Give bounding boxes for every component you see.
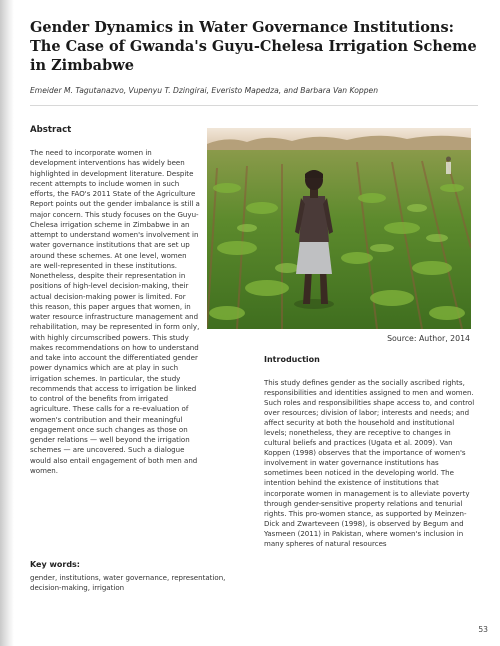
keywords-heading: Key words:: [30, 560, 81, 569]
page-number: 53: [478, 625, 488, 634]
article-title: Gender Dynamics in Water Governance Institutions: The Case of Gwanda's Guyu-Chelesa Irrigation Scheme in Zimbabwe: [30, 19, 477, 74]
field-photo: [207, 128, 471, 329]
introduction-heading: Introduction: [264, 355, 320, 364]
abstract-heading: Abstract: [30, 125, 72, 135]
introduction-body: This study defines gender as the socially ascribed rights, responsibilities and identities assigned to men and women. Such roles and responsibilities shape access to, and control over resources; division of labor; interests and needs; and affect security at both the household and institutional levels; nonetheless, they are receptive to changes in cultural beliefs and practices (Ugata et al. 2009). Van Koppen (1998) observes that the importance of women's involvement in water governance institutions has sometimes been noticed in the developing world. The intention behind the existence of institutions that incorporate women in management is to alleviate poverty through gender-sensitive property relations and tenurial rights. This pro-women stance, as supported by Meinzen-Dick and Zwarteveen (1998), is observed by Begum and Yasmeen (2011) in Pakistan, where women's inclusion in many spheres of natural resources: [264, 378, 475, 548]
page-edge-shadow: [0, 0, 14, 646]
title-divider: [30, 105, 478, 106]
article-authors: Emeider M. Tagutanazvo, Vupenyu T. Dzingirai, Everisto Mapedza, and Barbara Van Koppen: [30, 86, 379, 95]
keywords-body: gender, institutions, water governance, representation, decision-making, irrigation: [30, 573, 226, 593]
abstract-body: The need to incorporate women in development interventions has widely been highlighted in development literature. Despite recent attempts to include women in such efforts, the FAO's 2011 State of the Agriculture Report points out the gender imbalance is still a major concern. This study focuses on the Guyu-Chelesa irrigation scheme in Zimbabwe in an attempt to understand women's involvement in water governance institutions that are set up around these schemes. At one level, women are well-represented in these institutions. Nonetheless, despite their representation in positions of high-level decision-making, their actual decision-making power is limited. For this reason, this paper argues that women, in water resource infrastructure management and rehabilitation, may be represented in form only, with highly circumscribed powers. This study makes recommendations on how to understand and take into account the differentiated gender power dynamics which are at play in such irrigation schemes. In particular, the study recommends that access to irrigation be linked to control of the benefits from irrigated agriculture. These calls for a re-evaluation of women's contribution and their meaningful engagement once such changes as those on gender relations — well beyond the irrigation schemes — are uncovered. Such a dialogue would also entail engagement of both men and women.: [30, 148, 200, 475]
photo-caption: Source: Author, 2014: [387, 334, 470, 343]
